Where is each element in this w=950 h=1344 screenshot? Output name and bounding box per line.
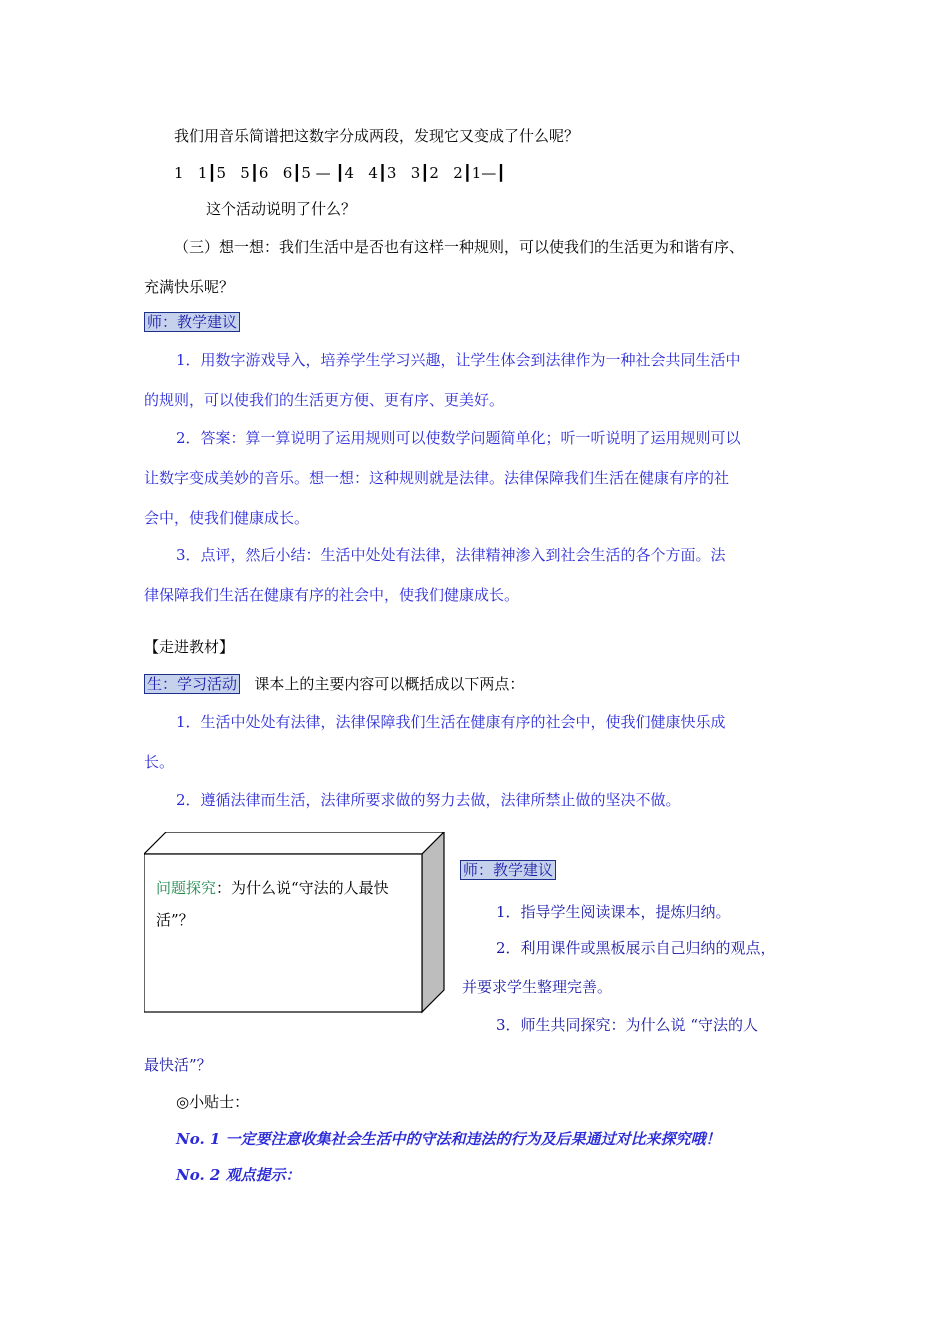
note: 2 [429,164,439,182]
tip-1: No. 1 一定要注意收集社会生活中的守法和违法的行为及后果通过对比来探究哦！ [176,1130,721,1148]
paragraph-music-question: 我们用音乐简谱把这数字分成两段，发现它又变成了什么呢？ [174,127,580,145]
teacher-advice-label-2 [460,860,556,880]
advice-1-line-2: 的规则，可以使我们的生活更方便、更有序、更美好。 [144,391,505,409]
step-2-line-2: 并要求学生整理完善。 [462,978,613,996]
student-activity-badge: 生：学习活动 [144,674,240,694]
teacher-advice-badge: 师：教学建议 [144,312,240,332]
point-1-line-1: 1．生活中处处有法律，法律保障我们生活在健康有序的社会中，使我们健康快乐成 [176,713,726,731]
note: 2 [453,164,463,182]
note: 3 [410,164,421,182]
advice-2-line-3: 会中，使我们健康成长。 [144,509,310,527]
step-3-line-1: 3．师生共同探究：为什么说 “守法的人 [496,1016,758,1034]
inquiry-label: 问题探究 [156,879,217,897]
inquiry-box-text [156,872,422,936]
point-1-line-2: 长。 [144,753,175,771]
tip-2: No. 2 观点提示： [176,1166,301,1184]
note: 6 [282,164,293,182]
note: 5 [301,164,311,182]
advice-3-line-1: 3．点评，然后小结：生活中处处有法律，法律精神渗入到社会生活的各个方面。法 [176,546,726,564]
step-2-line-1: 2．利用课件或黑板展示自己归纳的观点， [496,939,776,957]
section-title: 【走进教材】 [144,638,235,656]
music-notation: 1 1┃5 5┃6 6┃5 — ┃4 4┃3 3┃2 2┃1—┃ [174,164,506,182]
advice-2-line-2: 让数字变成美妙的音乐。想一想：这种规则就是法律。法律保障我们生活在健康有序的社 [144,469,730,487]
teacher-advice-badge-2: 师：教学建议 [460,860,556,880]
inquiry-question: ：为什么说“守法的人最快活”？ [156,879,389,929]
note: 1 [174,164,184,182]
note: 1— [471,164,497,182]
note: 4 [368,164,378,182]
student-intro: 课本上的主要内容可以概括成以下两点： [254,675,525,693]
advice-2-line-1: 2．答案：算一算说明了运用规则可以使数学问题简单化；听一听说明了运用规则可以 [176,429,741,447]
note: — [315,164,331,182]
student-activity-row [144,674,524,694]
note: 6 [258,164,269,182]
advice-3-line-2: 律保障我们生活在健康有序的社会中，使我们健康成长。 [144,586,520,604]
step-1: 1．指导学生阅读课本，提炼归纳。 [496,903,731,921]
step-3-line-2: 最快活”？ [144,1056,212,1074]
paragraph-think-a: （三）想一想：我们生活中是否也有这样一种规则，可以使我们的生活更为和谐有序、 [174,238,745,256]
note: 5 [240,164,250,182]
tip-title: ◎小贴士： [176,1093,250,1111]
advice-1-line-1: 1．用数字游戏导入，培养学生学习兴趣，让学生体会到法律作为一种社会共同生活中 [176,351,741,369]
teacher-advice-label [144,312,240,332]
paragraph-activity-question: 这个活动说明了什么？ [206,200,357,218]
note: 1 [197,164,208,182]
paragraph-think-b: 充满快乐呢？ [144,278,235,296]
point-2: 2．遵循法律而生活，法律所要求做的努力去做，法律所禁止做的坚决不做。 [176,791,681,809]
note: 4 [344,164,354,182]
note: 3 [386,164,397,182]
note: 5 [216,164,226,182]
